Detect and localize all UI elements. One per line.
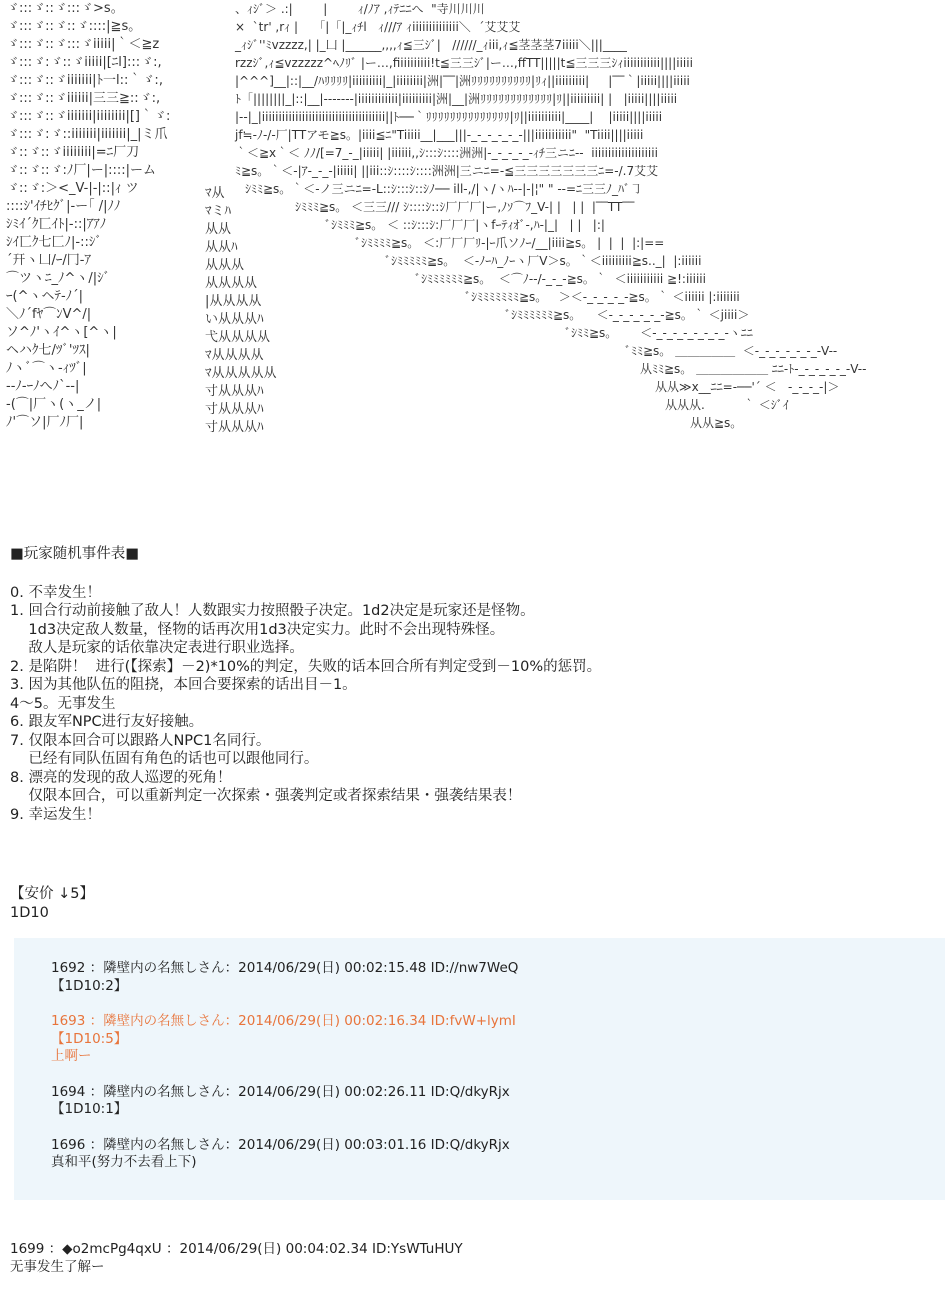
art-line: _ｨｼﾞ''ﾐvzzzz,| |_凵 |______,,,,ｨ≦三ｼﾞ| //////_ｨiii,ｨ≦茎茎茎7iiiii＼|||____ xyxy=(235,38,627,52)
art-line: 从从从 xyxy=(205,258,245,273)
art-line: ﾄ「||||||||_|::|__|-------|iiiiiiiiiiii|iiiiiiiii|洲|__|洲ﾘﾘﾘﾘﾘﾘﾘﾘﾘﾘﾘﾘ|ﾘ||iiiiiiiii| | |iiiii||||iiiii xyxy=(235,92,678,106)
post-header: 1696 ：隣壁内の名無しさん：2014/06/29(日) 00:03:01.16 ID:Q/dkyRjx xyxy=(51,1136,510,1153)
event-line: 3. 因为其他队伍的阻挠，本回合要探索的话出目－1。 xyxy=(10,677,357,693)
art-line: 从从≫x__ﾆﾆ=-──'´ ＜ -_-_-_-|＞ xyxy=(655,380,840,394)
art-line: 从从ﾊ xyxy=(205,240,238,255)
post-body: 上啊ー xyxy=(51,1048,92,1064)
art-line: ゞ:::ゞ::ゞ:::ゞ>s。 xyxy=(6,1,124,16)
art-line: rzzｼﾞ,ｨ≦vzzzzz^ﾍﾉﾘﾞ |ー…,fiiiiiiiiii!t≦三三ｼﾞ|ー…,ffTT|||||t≦三三三ｼｨiiiiiiiiiii||||iiiii xyxy=(235,56,693,70)
art-line: ゞ:::ゞ::ゞiiiiiii|ﾄ一l::｀ゞ:, xyxy=(6,73,163,88)
art-line: -(⌒|厂ヽ(ヽ_ノ| xyxy=(6,397,102,412)
art-line: ゞ::ゞ:＞<_V-|-|::|ｨ ツ xyxy=(6,181,139,196)
art-line: い从从从ﾊ xyxy=(205,312,264,327)
art-line: ｼﾐﾐ≧s。｀＜-ノ三ニﾆ=-L::ｼ:::ｼ::ｼﾉ── ill-,/|ヽ/ヽﾊ--|-|¦" " --=ﾆ三三ﾉ_ﾊﾞ㇆ xyxy=(245,182,643,196)
ascii-art-left xyxy=(6,0,170,432)
reply-post xyxy=(51,960,945,995)
event-line: 1d3决定敌人数量，怪物的话再次用1d3决定实力。此时不会出现特殊怪。 xyxy=(10,621,505,638)
event-line: 0. 不幸发生！ xyxy=(10,584,101,601)
event-line: 已经有同队伍固有角色的话也可以跟他同行。 xyxy=(10,751,319,767)
quoted-replies xyxy=(14,938,945,1200)
player-random-event-table xyxy=(10,545,935,824)
art-line: |--|_|iiiiiiiiiiiiiiiiiiiiiiiiiiiiiiiiiiiii||ﾄ──｀ﾘﾘﾘﾘﾘﾘﾘﾘﾘﾘﾘﾘﾘﾘ|ﾘ||iiiiiiiiii|____| |iiiii||||iiiii xyxy=(235,110,663,124)
art-line: ゞ:::ゞ:ゞ::ゞiiiii|[ﾆl]:::ゞ:, xyxy=(6,55,162,70)
event-line: 1. 回合行动前接触了敌人！人数跟实力按照骰子决定。1d2决定是玩家还是怪物。 xyxy=(10,603,535,619)
post-header: 1699 ：◆o2mcPg4qxU ：2014/06/29(日) 00:04:02.34 ID:YsWTuHUY xyxy=(10,1241,463,1257)
reply-post xyxy=(51,1137,945,1172)
art-line: ﾏ从从从从从 xyxy=(205,366,277,381)
art-line: ｼﾐﾐﾐ≧s。 ＜三三/// ｼ::::ｼ::ｼ厂厂厂|ー,ﾉｿ⌒ﾌ_V-| | | | |‾‾TT‾‾ xyxy=(295,200,635,214)
art-line: ゞ:::ゞ:ゞ::iiiiiii|iiiiiii|_|ミ爪 xyxy=(6,127,168,142)
art-line: 从ﾐﾐ≧s。 ＿＿＿＿＿＿ ﾆﾆ-ﾄ-_-_-_-_-_-V-- xyxy=(640,362,867,376)
art-line: ＼ﾉ´fﾔ⌒ﾝV^/| xyxy=(6,307,92,322)
event-line: 敌人是玩家的话依靠决定表进行职业选择。 xyxy=(10,640,304,656)
art-line: 从从≧s。 xyxy=(690,416,743,430)
art-line: ｼﾐｲ´ｸ匸ｲﾄ|-::|ｱｱﾉ xyxy=(6,217,107,232)
post-body: 【1D10:5】 xyxy=(51,1030,128,1047)
event-line: 7. 仅限本回合可以跟路人NPC1名同行。 xyxy=(10,732,271,749)
art-line: |^^^]__|::|__/ﾊﾘﾘﾘﾘ|iiiiiiiii|_|iiiiiiii|洲|‾‾|洲ﾘﾘﾘﾘﾘﾘﾘﾘﾘﾘ|ﾘｨ||iiiiiiiii| |‾‾｀|iiiii||||iiiii xyxy=(235,74,690,88)
event-line: 2. 是陷阱！ 进行(【探索】－2)*10%的判定，失败的话本回合所有判定受到－10%的惩罚。 xyxy=(10,658,602,675)
reply-post xyxy=(51,1084,945,1119)
art-line: ﾏ从 xyxy=(205,186,225,201)
anchor-request xyxy=(10,885,94,922)
art-line: ﾐ≧s。｀＜-|ｱ-_-_-|iiiii| ||iii::ｼ::::ｼ::::洲洲|三ニﾆ=-≦三三三三三三三ﾆ=-/.7艾艾 xyxy=(235,164,659,178)
art-line: ゞ::ゞ::ゞ:ﾉ厂|ー|::::|ーム xyxy=(6,163,157,178)
art-line: --ﾉ-ｰﾉへﾉ`--| xyxy=(6,379,80,394)
art-line: × `tr' ,rｨ | 「|「|_ｨﾁl ｨ///ｱ ｨiiiiiiiiiiiiii＼ ´艾艾艾 xyxy=(235,20,521,34)
post-body: 无事发生了解ー xyxy=(10,1258,105,1275)
art-line: ﾏ从从从从 xyxy=(205,348,264,363)
art-line: ﾞｼﾐﾐﾐﾐﾐﾐﾐ≧s。 ＞＜-_-_-_-_-≧s。｀ ＜iiiiii |:iiiiiii xyxy=(465,290,740,304)
post-body: 【1D10:2】 xyxy=(51,977,128,994)
event-line: 6. 跟友军NPC进行友好接触。 xyxy=(10,714,204,730)
art-line: ゞ:::ゞ::ゞ::ゞ::::|≧s。 xyxy=(6,19,142,34)
art-line: 寸从从从ﾊ xyxy=(205,384,264,399)
art-line: ﾏミﾊ xyxy=(205,204,232,219)
art-line: ﾉヽﾞ⌒ヽ-ｨﾂﾞ| xyxy=(6,361,87,376)
art-line: ゞ:::ゞ::ゞiiiiiii|iiiiiiii|[]｀ゞ: xyxy=(6,109,171,124)
art-line: 、ｨｼﾞ＞ .:| | ｨ/ﾉｱ ,ｨﾃﾆﾆへ "寺川川川 xyxy=(235,2,485,16)
dice-spec: 1D10 xyxy=(10,904,49,921)
art-line: ﾞﾐﾐ≧s。 ＿＿＿＿＿ ＜-_-_-_-_-_-_-V-- xyxy=(625,344,838,358)
art-line: jf≒-ﾉ-/-厂|TTアモ≧s。|iiii≦ﾆ"Tiiiii__|___|||-_-_-_-_-_-|||iiiiiiiiiii" "Tiiii||||iiiii xyxy=(235,128,644,142)
art-line: ゞ::ゞ::ゞiiiiiiii|=ﾆ厂刀 xyxy=(6,145,140,160)
art-line: ::::ｼ'ｲﾁﾋｸﾞ|-ー｢ /|ﾉﾉ xyxy=(6,199,121,214)
art-line: ソ^ﾉ'ヽｲ^ヽ[^ヽ| xyxy=(6,325,117,340)
art-line: 弋从从从从 xyxy=(205,330,271,345)
art-line: ﾞｼﾐﾐ≧s。 ＜-_-_-_-_-_-_-_-ヽﾆﾆ xyxy=(565,326,753,340)
post-header: 1694 ：隣壁内の名無しさん：2014/06/29(日) 00:02:26.11 ID:Q/dkyRjx xyxy=(51,1083,510,1100)
art-line: 从从 xyxy=(205,222,232,237)
post-body: 真和平(努力不去看上下) xyxy=(51,1154,197,1170)
event-line: 仅限本回合，可以重新判定一次探索・强袭判定或者探索结果・强袭结果表！ xyxy=(10,788,522,804)
art-line: 从从从. ｀ ＜ｼﾞｲ xyxy=(665,398,789,412)
art-line: 从从从从 xyxy=(205,276,258,291)
ascii-art-illustration xyxy=(0,0,945,460)
art-line: 寸从从从ﾊ xyxy=(205,420,264,435)
art-line: ´幵ヽ凵/ｰ/冂-ｱ xyxy=(6,253,91,268)
art-line: ﾞｼﾐﾐﾐ≧s。 ＜ ::ｼ:::ｼ:厂厂厂|ヽfｰﾃｨｵﾞ-,ﾊ-|_| | | |:| xyxy=(325,218,605,232)
event-table-title: ■玩家随机事件表■ xyxy=(10,546,139,562)
art-line: ﾞｼﾐﾐﾐﾐ≧s。 ＜:厂厂厂ﾘ-|ｰ爪ソﾉｰ/__|iiii≧s。 | | | |:|== xyxy=(355,236,665,250)
post-header: 1692 ：隣壁内の名無しさん：2014/06/29(日) 00:02:15.48 ID://nw7WeQ xyxy=(51,960,519,976)
art-line: ﾞｼﾐﾐﾐﾐﾐ≧s。 ＜-ﾉｰﾊ_ﾉｰヽ厂V＞s。｀＜iiiiiiiii≧s.._| |:iiiiii xyxy=(385,254,702,268)
event-line: 4～5。无事发生 xyxy=(10,695,116,712)
art-line: ヘハｸ七/ﾂﾞ'ﾂｽ| xyxy=(6,343,90,358)
art-line: ﾉ'⌒ソ|厂ﾉ厂| xyxy=(6,415,84,430)
art-line: ﾞｼﾐﾐﾐﾐﾐﾐ≧s。 ＜⌒ﾉ--/-_-_-≧s。｀ ＜iiiiiiiiiii ≧!:iiiiii xyxy=(415,272,706,286)
art-line: |从从从从 xyxy=(205,294,262,309)
art-line: ｀＜≧x｀＜ ﾉﾉ/[=7_-_|iiiii| |iiiiii,,ｼ:::ｼ::::洲洲|-_-_-_-_-ｨﾁ三ニﾆ-- iiiiiiiiiiiiiiiiiiii xyxy=(235,146,658,160)
art-line: ｼｲ匸ｸ七匚ﾉ|-::ｼﾞ xyxy=(6,235,102,250)
post-body: 【1D10:1】 xyxy=(51,1101,128,1117)
event-line: 8. 漂亮的发现的敌人巡逻的死角！ xyxy=(10,769,232,786)
art-line: ゞ:::ゞ::ゞ:::ゞiiiii|｀＜≧z xyxy=(6,37,160,52)
art-line: ﾞｼﾐﾐﾐﾐﾐﾐ≧s。 ＜-_-_-_-_-_-≧s。｀ ＜jiiii＞ xyxy=(505,308,750,322)
art-line: ⌒ツヽﾆ_ﾉ^ヽ/|ｼﾞ xyxy=(6,271,111,286)
event-line: 9. 幸运发生！ xyxy=(10,806,101,823)
art-line: ゞ:::ゞ::ゞiiiiii|三三≧::ゞ:, xyxy=(6,91,161,106)
reply-post-highlighted xyxy=(51,1013,945,1066)
post-header: 1693 ：隣壁内の名無しさん：2014/06/29(日) 00:02:16.34 ID:fvW+lymI xyxy=(51,1013,516,1029)
art-line: 寸从从从ﾊ xyxy=(205,402,264,417)
anchor-label: 【安价 ↓5】 xyxy=(10,886,94,902)
author-post xyxy=(10,1241,463,1276)
ascii-art-right xyxy=(235,0,866,432)
art-line: ｰ(^ヽヘﾃ-ﾉ´| xyxy=(6,289,84,304)
